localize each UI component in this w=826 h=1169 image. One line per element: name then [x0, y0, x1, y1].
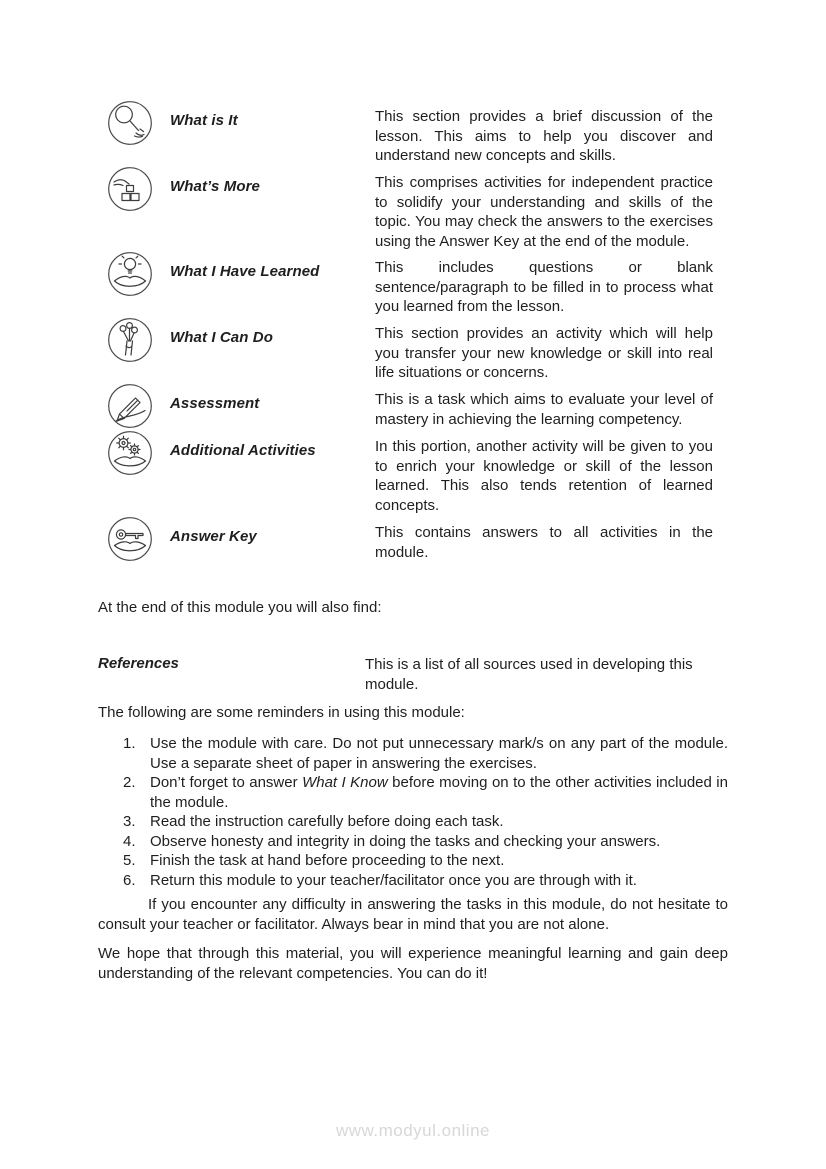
hand-with-key-icon [107, 516, 170, 562]
reminder-number: 3. [123, 813, 136, 830]
hand-with-gears-icon [107, 430, 170, 476]
reminder-number: 2. [123, 774, 136, 791]
closing-paragraph-2: We hope that through this material, you will experience meaningful learning and gain deep understanding of the relevant competencies. You can do it! [98, 945, 728, 982]
reminder-number: 6. [123, 871, 136, 889]
guide-row-assessment [107, 383, 713, 429]
reminder-text: Read the instruction carefully before doing each task. [150, 813, 504, 830]
hand-writing-pen-icon [107, 383, 170, 429]
guide-description: This contains answers to all activities in the module. [375, 524, 713, 561]
guide-row-whats-more [107, 166, 713, 251]
guide-label: What I Have Learned [170, 263, 320, 280]
reminder-item [98, 734, 728, 773]
watermark: www.modyul.online [335, 1121, 490, 1140]
hand-holding-flowers-icon [107, 317, 170, 363]
reminder-text [150, 773, 728, 812]
guide-row-what-is-it [107, 100, 713, 166]
guide-row-what-i-can-do [107, 317, 713, 383]
reminder-text-post: before moving on to the other activities included in the module. [150, 774, 728, 811]
reminder-text: Return this module to your teacher/facilitator once you are through with it. [150, 871, 637, 889]
guide-label: What I Can Do [170, 329, 273, 346]
guide-description: This includes questions or blank sentence/paragraph to be filled in to process what you learned from the lesson. [375, 259, 713, 315]
references-description: This is a list of all sources used in developing this module. [365, 656, 693, 693]
guide-description: This section provides an activity which will help you transfer your new knowledge or skill into real life situations or concerns. [375, 325, 713, 381]
reminder-number: 5. [123, 852, 136, 869]
hand-stacking-blocks-icon [107, 166, 170, 212]
reminder-text: Use the module with care. Do not put unnecessary mark/s on any part of the module. Use a separate sheet of paper in answering the exercises. [150, 735, 728, 772]
reminder-text: Observe honesty and integrity in doing the tasks and checking your answers. [150, 832, 661, 850]
guide-label: What’s More [170, 178, 261, 195]
reminder-item [98, 871, 728, 891]
reminder-item [98, 773, 728, 812]
reminder-item [98, 812, 728, 832]
guide-label: What is It [170, 112, 238, 129]
guide-description: This section provides a brief discussion of the lesson. This aims to help you discover and understand new concepts and skills. [375, 108, 713, 164]
reminder-item [98, 832, 728, 852]
reminder-text: Finish the task at hand before proceeding to the next. [150, 852, 505, 869]
magnifier-hand-icon [107, 100, 170, 146]
guide-row-answer-key [107, 516, 713, 562]
reminders-intro: The following are some reminders in using this module: [98, 704, 465, 721]
end-note: At the end of this module you will also find: [98, 599, 382, 616]
references-label: References [98, 655, 179, 672]
guide-label: Answer Key [170, 528, 257, 545]
guide-description: This comprises activities for independent practice to solidify your understanding and skills of the topic. You may check the answers to the exercises using the Answer Key at the end of the module. [375, 174, 713, 250]
guide-label: Assessment [170, 395, 260, 412]
guide-description: This is a task which aims to evaluate your level of mastery in achieving the learning competency. [375, 391, 713, 428]
guide-label: Additional Activities [170, 442, 316, 459]
reminder-text-italic: What I Know [302, 774, 388, 791]
reminder-number: 4. [123, 832, 136, 850]
guide-row-additional-activities [107, 430, 713, 515]
reminder-number: 1. [123, 735, 136, 752]
reminder-text-pre: Don’t forget to answer [150, 774, 303, 791]
closing-paragraph-1: If you encounter any difficulty in answering the tasks in this module, do not hesitate to consult your teacher or facilitator. Always bear in mind that you are not alone. [98, 896, 728, 933]
hand-with-lightbulb-icon [107, 251, 170, 297]
reminder-item [98, 851, 728, 871]
guide-row-what-i-have-learned [107, 251, 713, 317]
reminders-list [98, 734, 728, 890]
guide-description: In this portion, another activity will be given to you to enrich your knowledge or skill of the lesson learned. This also tends retention of learned concepts. [375, 438, 713, 514]
